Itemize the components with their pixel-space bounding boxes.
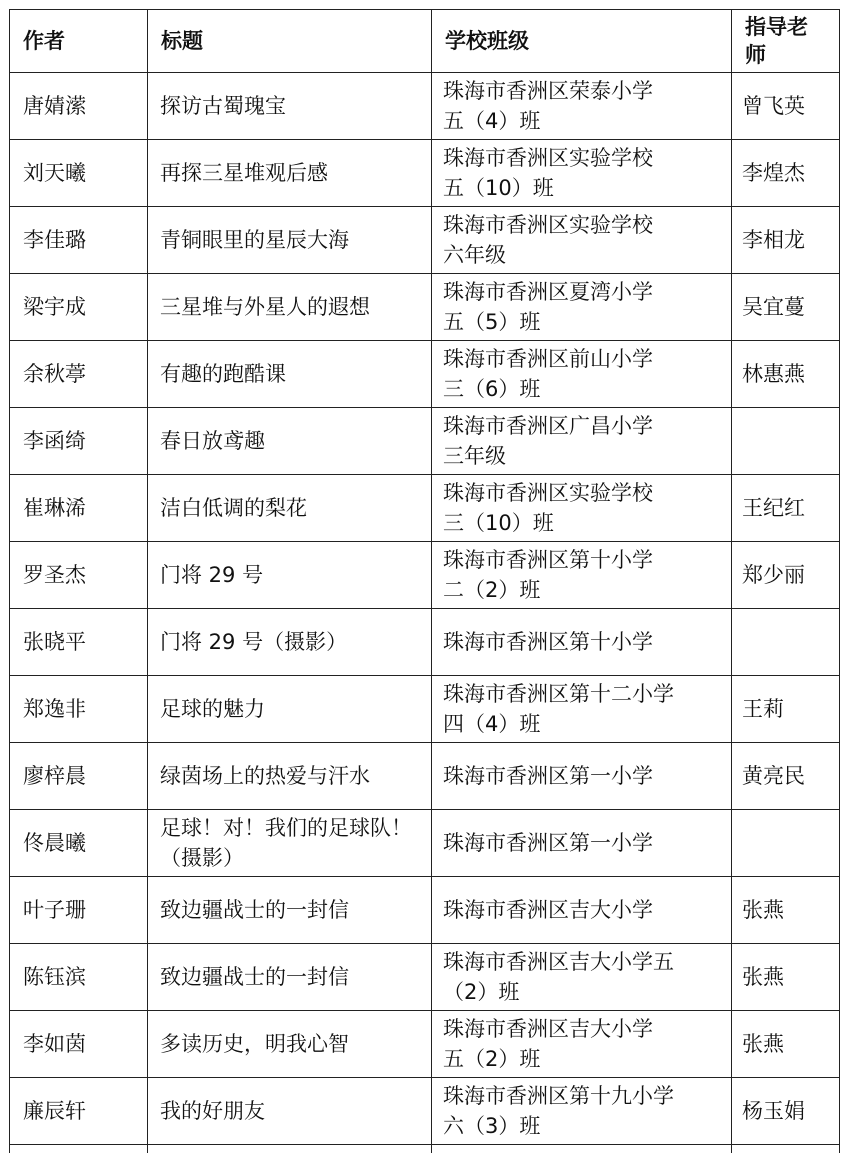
author-cell <box>10 1011 148 1078</box>
table-row <box>10 207 840 274</box>
table-row <box>10 542 840 609</box>
teacher-cell <box>732 408 840 475</box>
title-cell <box>148 743 432 810</box>
teacher-cell <box>732 743 840 810</box>
author-name: 梁宇成 <box>23 295 86 319</box>
title-cell <box>148 274 432 341</box>
title-cell <box>148 475 432 542</box>
author-name: 刘天曦 <box>23 161 86 185</box>
title-cell <box>148 1078 432 1145</box>
school-cell <box>432 877 732 944</box>
school-cell <box>432 408 732 475</box>
school-line1: 珠海市香洲区吉大小学 <box>443 1017 653 1041</box>
table-row <box>10 408 840 475</box>
school-line1: 珠海市香洲区实验学校 <box>443 213 653 237</box>
author-name: 佟晨曦 <box>23 831 86 855</box>
table-row <box>10 475 840 542</box>
table-row <box>10 1078 840 1145</box>
header-teacher <box>732 10 840 73</box>
school-cell <box>432 944 732 1011</box>
school-line2: 五（10）班 <box>443 176 554 200</box>
teacher-cell <box>732 475 840 542</box>
school-line2: 五（2）班 <box>443 1047 541 1071</box>
header-teacher-line2: 师 <box>745 43 766 67</box>
author-cell <box>10 274 148 341</box>
teacher-name: 张燕 <box>742 965 784 989</box>
title-cell <box>148 810 432 877</box>
author-name: 李函绮 <box>23 429 86 453</box>
title-cell <box>148 877 432 944</box>
school-cell <box>432 542 732 609</box>
school-line1: 珠海市香洲区第十小学 <box>443 630 653 654</box>
entry-title: 足球的魅力 <box>160 697 265 721</box>
teacher-cell <box>732 944 840 1011</box>
school-cell <box>432 341 732 408</box>
teacher-cell <box>732 1011 840 1078</box>
table-header-row <box>10 10 840 73</box>
teacher-name: 李煌杰 <box>742 161 805 185</box>
school-cell <box>432 1011 732 1078</box>
author-cell <box>10 341 148 408</box>
school-line1: 珠海市香洲区第十九小学 <box>443 1084 674 1108</box>
teacher-name: 张燕 <box>742 898 784 922</box>
school-cell <box>432 1078 732 1145</box>
school-line1: 珠海市香洲区第一小学 <box>443 764 653 788</box>
entry-title: 春日放鸢趣 <box>160 429 265 453</box>
teacher-cell <box>732 274 840 341</box>
author-cell <box>10 207 148 274</box>
author-cell <box>10 609 148 676</box>
teacher-cell <box>732 810 840 877</box>
table-cell <box>432 1145 732 1154</box>
author-name: 崔琳浠 <box>23 496 86 520</box>
table-cell <box>732 1145 840 1154</box>
school-cell <box>432 274 732 341</box>
author-cell <box>10 877 148 944</box>
table-row-partial <box>10 1145 840 1154</box>
teacher-cell <box>732 73 840 140</box>
school-cell <box>432 676 732 743</box>
school-line2: （2）班 <box>443 980 520 1004</box>
teacher-name: 曾飞英 <box>742 94 805 118</box>
table-row <box>10 1011 840 1078</box>
entry-title: 绿茵场上的热爱与汗水 <box>160 764 370 788</box>
entry-title: 再探三星堆观后感 <box>160 161 328 185</box>
table-row <box>10 743 840 810</box>
author-cell <box>10 1078 148 1145</box>
title-cell <box>148 676 432 743</box>
school-line1: 珠海市香洲区第十二小学 <box>443 682 674 706</box>
teacher-name: 王莉 <box>742 697 784 721</box>
table-cell <box>10 1145 148 1154</box>
school-line1: 珠海市香洲区实验学校 <box>443 146 653 170</box>
teacher-cell <box>732 609 840 676</box>
school-line1: 珠海市香洲区第十小学 <box>443 548 653 572</box>
title-cell <box>148 944 432 1011</box>
entry-title: 三星堆与外星人的遐想 <box>160 295 370 319</box>
table-row <box>10 609 840 676</box>
school-line1: 珠海市香洲区广昌小学 <box>443 414 653 438</box>
teacher-name: 郑少丽 <box>742 563 805 587</box>
school-line1: 珠海市香洲区前山小学 <box>443 347 653 371</box>
teacher-cell <box>732 207 840 274</box>
author-cell <box>10 810 148 877</box>
header-teacher-line1: 指导老 <box>745 15 808 39</box>
school-line1: 珠海市香洲区实验学校 <box>443 481 653 505</box>
school-line1: 珠海市香洲区吉大小学 <box>443 898 653 922</box>
author-name: 罗圣杰 <box>23 563 86 587</box>
school-line2: 六年级 <box>443 243 506 267</box>
school-cell <box>432 140 732 207</box>
title-cell <box>148 341 432 408</box>
entry-title: 探访古蜀瑰宝 <box>160 94 286 118</box>
school-line2: 五（5）班 <box>443 310 541 334</box>
header-title: 标题 <box>148 10 432 73</box>
author-name: 廖梓晨 <box>23 764 86 788</box>
teacher-cell <box>732 140 840 207</box>
teacher-cell <box>732 341 840 408</box>
entry-title: 我的好朋友 <box>160 1099 265 1123</box>
school-line2: 三（10）班 <box>443 511 554 535</box>
table-row <box>10 73 840 140</box>
table-row <box>10 810 840 877</box>
author-cell <box>10 408 148 475</box>
document-sheet <box>9 9 839 1153</box>
entry-title: 洁白低调的梨花 <box>160 496 307 520</box>
teacher-name: 黄亮民 <box>742 764 805 788</box>
author-name: 李如茵 <box>23 1032 86 1056</box>
entry-title: 致边疆战士的一封信 <box>160 898 349 922</box>
author-name: 李佳璐 <box>23 228 86 252</box>
school-cell <box>432 475 732 542</box>
entry-title: 有趣的跑酷课 <box>160 362 286 386</box>
table-row <box>10 274 840 341</box>
school-line1: 珠海市香洲区夏湾小学 <box>443 280 653 304</box>
school-line2: 六（3）班 <box>443 1114 541 1138</box>
title-cell <box>148 207 432 274</box>
entries-table <box>9 9 840 1153</box>
author-cell <box>10 73 148 140</box>
author-name: 叶子珊 <box>23 898 86 922</box>
school-line2: 三（6）班 <box>443 377 541 401</box>
title-cell <box>148 73 432 140</box>
author-name: 廉辰轩 <box>23 1099 86 1123</box>
entry-title: 门将 29 号 <box>160 563 264 587</box>
entry-title: 多读历史，明我心智 <box>160 1032 349 1056</box>
school-line1: 珠海市香洲区荣泰小学 <box>443 79 653 103</box>
title-cell <box>148 542 432 609</box>
teacher-cell <box>732 1078 840 1145</box>
school-line2: 四（4）班 <box>443 712 541 736</box>
entry-title: 青铜眼里的星辰大海 <box>160 228 349 252</box>
author-cell <box>10 676 148 743</box>
author-name: 张晓平 <box>23 630 86 654</box>
school-cell <box>432 207 732 274</box>
entry-title: 致边疆战士的一封信 <box>160 965 349 989</box>
author-cell <box>10 542 148 609</box>
author-cell <box>10 140 148 207</box>
title-cell <box>148 1011 432 1078</box>
author-cell <box>10 743 148 810</box>
title-cell <box>148 140 432 207</box>
teacher-name: 吴宜蔓 <box>742 295 805 319</box>
entry-title: 门将 29 号（摄影） <box>160 630 348 654</box>
school-line2: 五（4）班 <box>443 109 541 133</box>
school-cell <box>432 73 732 140</box>
author-name: 余秋葶 <box>23 362 86 386</box>
table-row <box>10 140 840 207</box>
teacher-name: 张燕 <box>742 1032 784 1056</box>
table-row <box>10 676 840 743</box>
teacher-name: 林惠燕 <box>742 362 805 386</box>
teacher-cell <box>732 676 840 743</box>
title-cell <box>148 408 432 475</box>
author-cell <box>10 475 148 542</box>
school-cell <box>432 743 732 810</box>
school-cell <box>432 810 732 877</box>
school-cell <box>432 609 732 676</box>
author-name: 唐婧潆 <box>23 94 86 118</box>
table-row <box>10 877 840 944</box>
school-line2: 二（2）班 <box>443 578 541 602</box>
school-line1: 珠海市香洲区第一小学 <box>443 831 653 855</box>
entry-title-line2: （摄影） <box>160 846 244 870</box>
author-name: 陈钰滨 <box>23 965 86 989</box>
header-author: 作者 <box>10 10 148 73</box>
author-cell <box>10 944 148 1011</box>
table-cell <box>148 1145 432 1154</box>
teacher-name: 李相龙 <box>742 228 805 252</box>
author-name: 郑逸非 <box>23 697 86 721</box>
table-row <box>10 944 840 1011</box>
header-school: 学校班级 <box>432 10 732 73</box>
teacher-name: 王纪红 <box>742 496 805 520</box>
school-line1: 珠海市香洲区吉大小学五 <box>443 950 674 974</box>
table-row <box>10 341 840 408</box>
title-cell <box>148 609 432 676</box>
table-body <box>10 73 840 1154</box>
teacher-cell <box>732 877 840 944</box>
teacher-name: 杨玉娟 <box>742 1099 805 1123</box>
school-line2: 三年级 <box>443 444 506 468</box>
teacher-cell <box>732 542 840 609</box>
entry-title: 足球！对！我们的足球队！ <box>160 816 412 840</box>
